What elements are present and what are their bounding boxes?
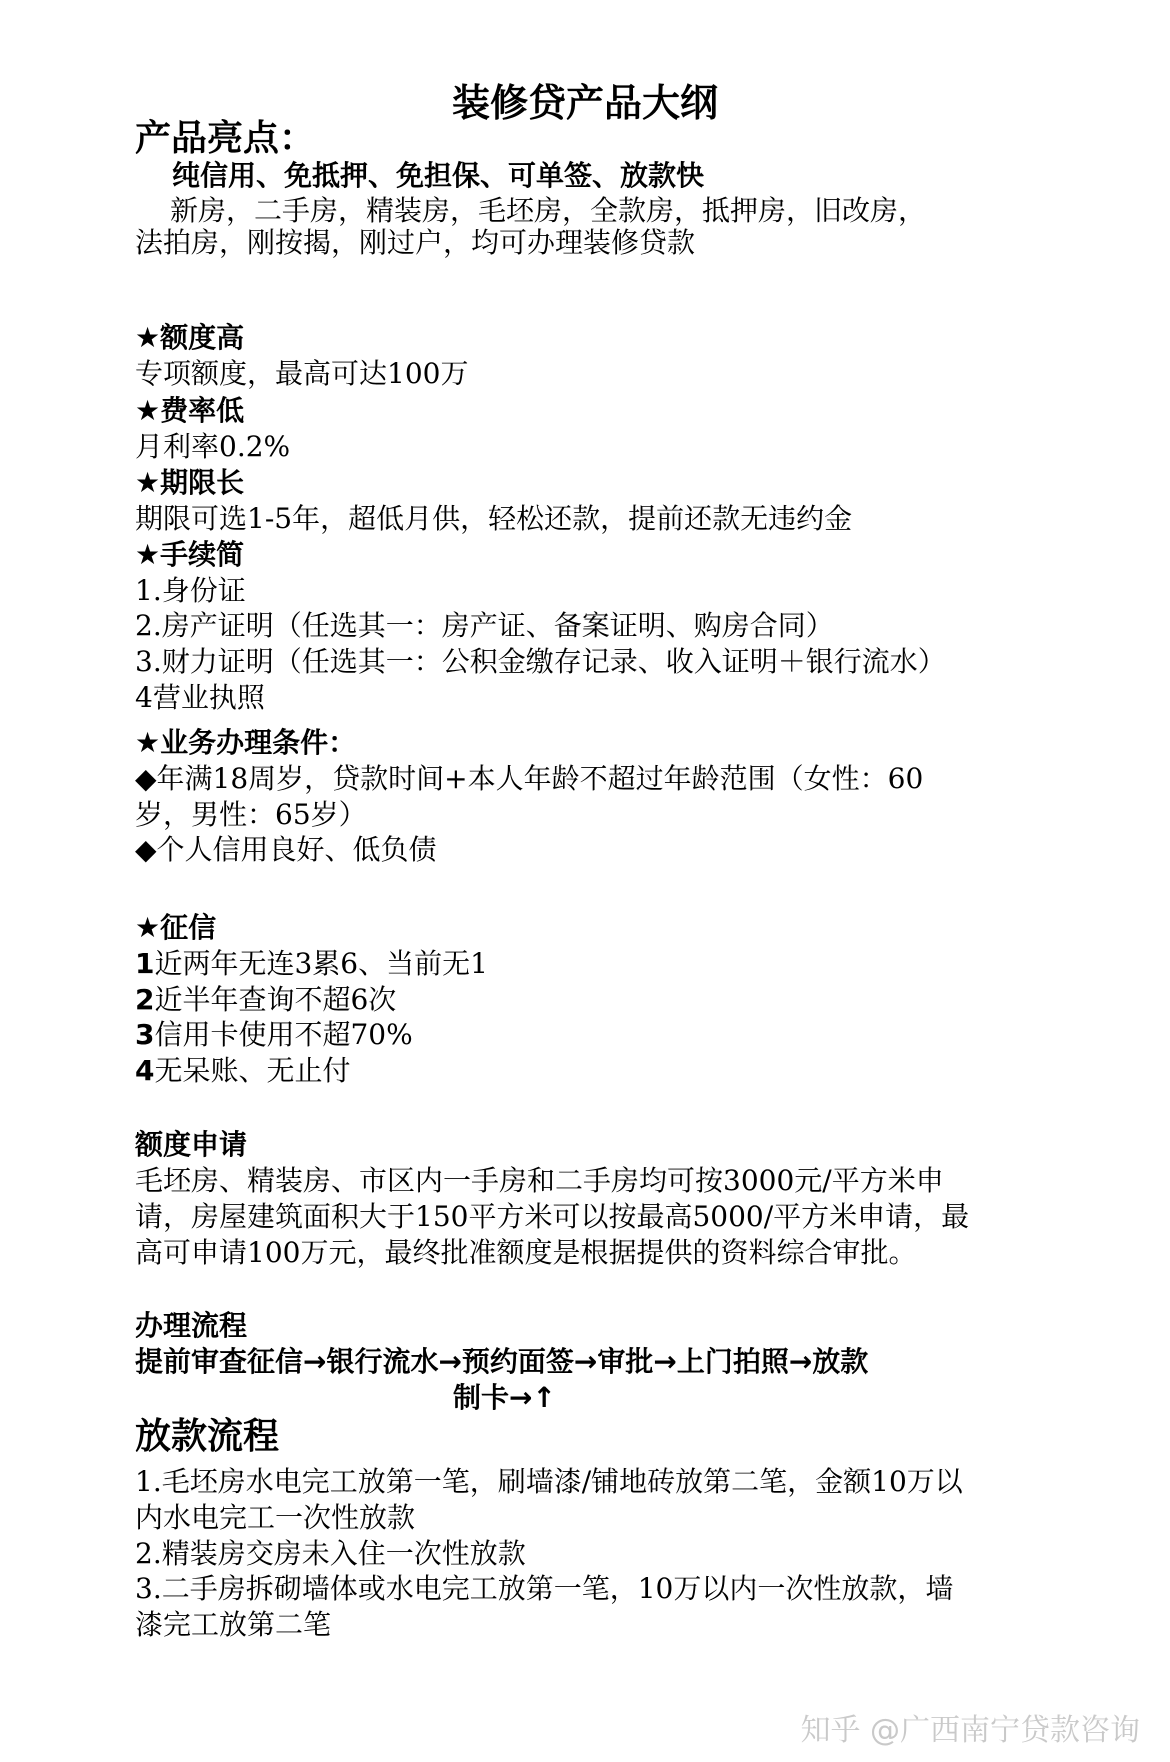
disbursement-item-1-line-2: 内水电完工一次性放款 xyxy=(135,1501,416,1534)
credit-item xyxy=(135,982,1085,1018)
procedure-item: 3.财力证明（任选其一：公积金缴存记录、收入证明＋银行流水） xyxy=(135,645,946,678)
disbursement-item-2: 2.精装房交房未入住一次性放款 xyxy=(135,1537,526,1570)
credit-item-number: 4 xyxy=(135,1054,155,1087)
disbursement-heading: 放款流程 xyxy=(135,1416,280,1457)
highlights-line-1: 新房，二手房，精装房，毛坯房，全款房，抵押房，旧改房， xyxy=(170,194,927,227)
term-heading: ★期限长 xyxy=(135,466,245,499)
term-text: 期限可选1-5年，超低月供，轻松还款，提前还款无违约金 xyxy=(135,502,853,535)
conditions-heading: ★业务办理条件： xyxy=(135,726,357,759)
conditions-line-1: ◆年满18周岁，贷款时间+本人年龄不超过年龄范围（女性：60 xyxy=(135,762,924,795)
credit-item-text: 信用卡使用不超70% xyxy=(154,1018,413,1051)
process-line-2: 制卡→↑ xyxy=(453,1381,556,1414)
process-line-1: 提前审查征信→银行流水→预约面签→审批→上门拍照→放款 xyxy=(135,1345,869,1378)
procedure-item: 1.身份证 xyxy=(135,574,246,607)
disbursement-item-1-line-1: 1.毛坯房水电完工放第一笔，刷墙漆/铺地砖放第二笔，金额10万以 xyxy=(135,1465,963,1498)
process-heading: 办理流程 xyxy=(135,1309,248,1342)
conditions-line-3: ◆个人信用良好、低负债 xyxy=(135,833,437,866)
page-title: 装修贷产品大纲 xyxy=(451,81,718,125)
rate-heading: ★费率低 xyxy=(135,394,245,427)
watermark: 知乎 @广西南宁贷款咨询 xyxy=(800,1713,1140,1748)
highlights-tagline: 纯信用、免抵押、免担保、可单签、放款快 xyxy=(172,159,705,192)
application-line-1: 毛坯房、精装房、市区内一手房和二手房均可按3000元/平方米申 xyxy=(135,1164,944,1197)
credit-item-number: 3 xyxy=(135,1018,155,1051)
disbursement-item-3-line-2: 漆完工放第二笔 xyxy=(135,1608,332,1641)
credit-item xyxy=(135,946,1085,982)
credit-item-number: 1 xyxy=(135,947,155,980)
credit-item-text: 无呆账、无止付 xyxy=(154,1054,351,1087)
procedure-item: 2.房产证明（任选其一：房产证、备案证明、购房合同） xyxy=(135,609,834,642)
rate-text: 月利率0.2% xyxy=(135,430,291,463)
application-line-2: 请，房屋建筑面积大于150平方米可以按最高5000/平方米申请，最 xyxy=(135,1200,970,1233)
application-heading: 额度申请 xyxy=(135,1128,248,1161)
application-line-3: 高可申请100万元，最终批准额度是根据提供的资料综合审批。 xyxy=(135,1236,917,1269)
credit-item-text: 近两年无连3累6、当前无1 xyxy=(154,947,488,980)
credit-item-text: 近半年查询不超6次 xyxy=(154,983,397,1016)
credit-item-number: 2 xyxy=(135,983,155,1016)
conditions-line-2: 岁，男性：65岁） xyxy=(135,798,367,831)
highlights-line-2: 法拍房，刚按揭，刚过户，均可办理装修贷款 xyxy=(135,226,696,259)
credit-heading: ★征信 xyxy=(135,911,217,944)
procedure-item: 4营业执照 xyxy=(135,681,265,714)
disbursement-item-3-line-1: 3.二手房拆砌墙体或水电完工放第一笔，10万以内一次性放款，墙 xyxy=(135,1572,954,1605)
credit-item xyxy=(135,1053,1085,1089)
credit-item xyxy=(135,1017,1085,1053)
limit-text: 专项额度，最高可达100万 xyxy=(135,357,469,390)
highlights-heading: 产品亮点： xyxy=(135,118,316,159)
procedures-heading: ★手续简 xyxy=(135,538,245,571)
limit-heading: ★额度高 xyxy=(135,321,245,354)
